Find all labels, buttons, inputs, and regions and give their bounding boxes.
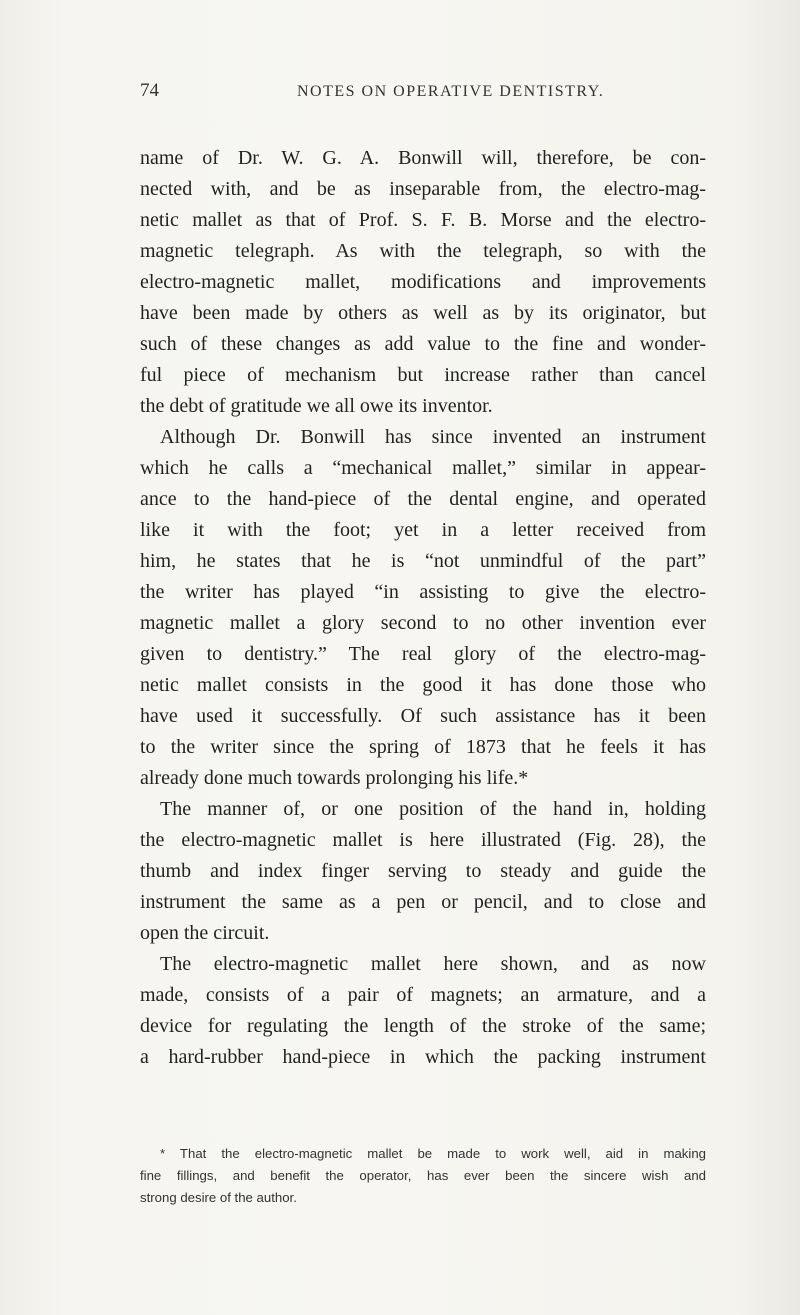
text-line: electro-magnetic mallet, modifications and improvements [140, 271, 706, 293]
text-line: have used it successfully. Of such assistance has it been [140, 705, 706, 727]
text-line: device for regulating the length of the stroke of the same; [140, 1015, 706, 1037]
running-title: NOTES ON OPERATIVE DENTISTRY. [297, 83, 605, 100]
body-text [140, 143, 706, 1073]
footnote [140, 1143, 706, 1209]
paragraph-start-line: The electro-magnetic mallet here shown, and as now [160, 953, 706, 975]
paragraph-start-line: Although Dr. Bonwill has since invented an instrument [160, 426, 706, 448]
text-line: him, he states that he is “not unmindful of the part” [140, 550, 706, 572]
page-number: 74 [140, 80, 159, 101]
text-line: the writer has played “in assisting to give the electro- [140, 581, 706, 603]
text-line: the electro-magnetic mallet is here illustrated (Fig. 28), the [140, 829, 706, 851]
text-line: given to dentistry.” The real glory of the electro-mag- [140, 643, 706, 665]
paragraph-end-line: open the circuit. [140, 922, 270, 944]
paragraph-end-line: the debt of gratitude we all owe its inventor. [140, 395, 493, 417]
footnote-line: * That the electro-magnetic mallet be made to work well, aid in making [160, 1146, 706, 1161]
text-line: ance to the hand-piece of the dental engine, and operated [140, 488, 706, 510]
text-line: netic mallet consists in the good it has done those who [140, 674, 706, 696]
text-line: like it with the foot; yet in a letter received from [140, 519, 706, 541]
text-line: such of these changes as add value to the fine and wonder- [140, 333, 706, 355]
paragraph-end-line: already done much towards prolonging his life.* [140, 767, 529, 789]
text-line: instrument the same as a pen or pencil, and to close and [140, 891, 706, 913]
text-line: ful piece of mechanism but increase rather than cancel [140, 364, 706, 386]
text-line: netic mallet as that of Prof. S. F. B. Morse and the electro- [140, 209, 706, 231]
text-line: nected with, and be as inseparable from, the electro-mag- [140, 178, 706, 200]
footnote-line: fine fillings, and benefit the operator, has ever been the sincere wish and [140, 1168, 706, 1183]
text-line: have been made by others as well as by its originator, but [140, 302, 706, 324]
running-head [140, 80, 706, 108]
text-line: to the writer since the spring of 1873 that he feels it has [140, 736, 706, 758]
text-line: made, consists of a pair of magnets; an armature, and a [140, 984, 706, 1006]
footnote-line: strong desire of the author. [140, 1190, 297, 1205]
text-line: magnetic telegraph. As with the telegraph, so with the [140, 240, 706, 262]
text-line: which he calls a “mechanical mallet,” similar in appear- [140, 457, 706, 479]
paragraph-start-line: The manner of, or one position of the hand in, holding [160, 798, 706, 820]
text-line: magnetic mallet a glory second to no other invention ever [140, 612, 706, 634]
text-line: name of Dr. W. G. A. Bonwill will, therefore, be con- [140, 147, 706, 169]
text-line: a hard-rubber hand-piece in which the packing instrument [140, 1046, 706, 1068]
text-line: thumb and index finger serving to steady and guide the [140, 860, 706, 882]
